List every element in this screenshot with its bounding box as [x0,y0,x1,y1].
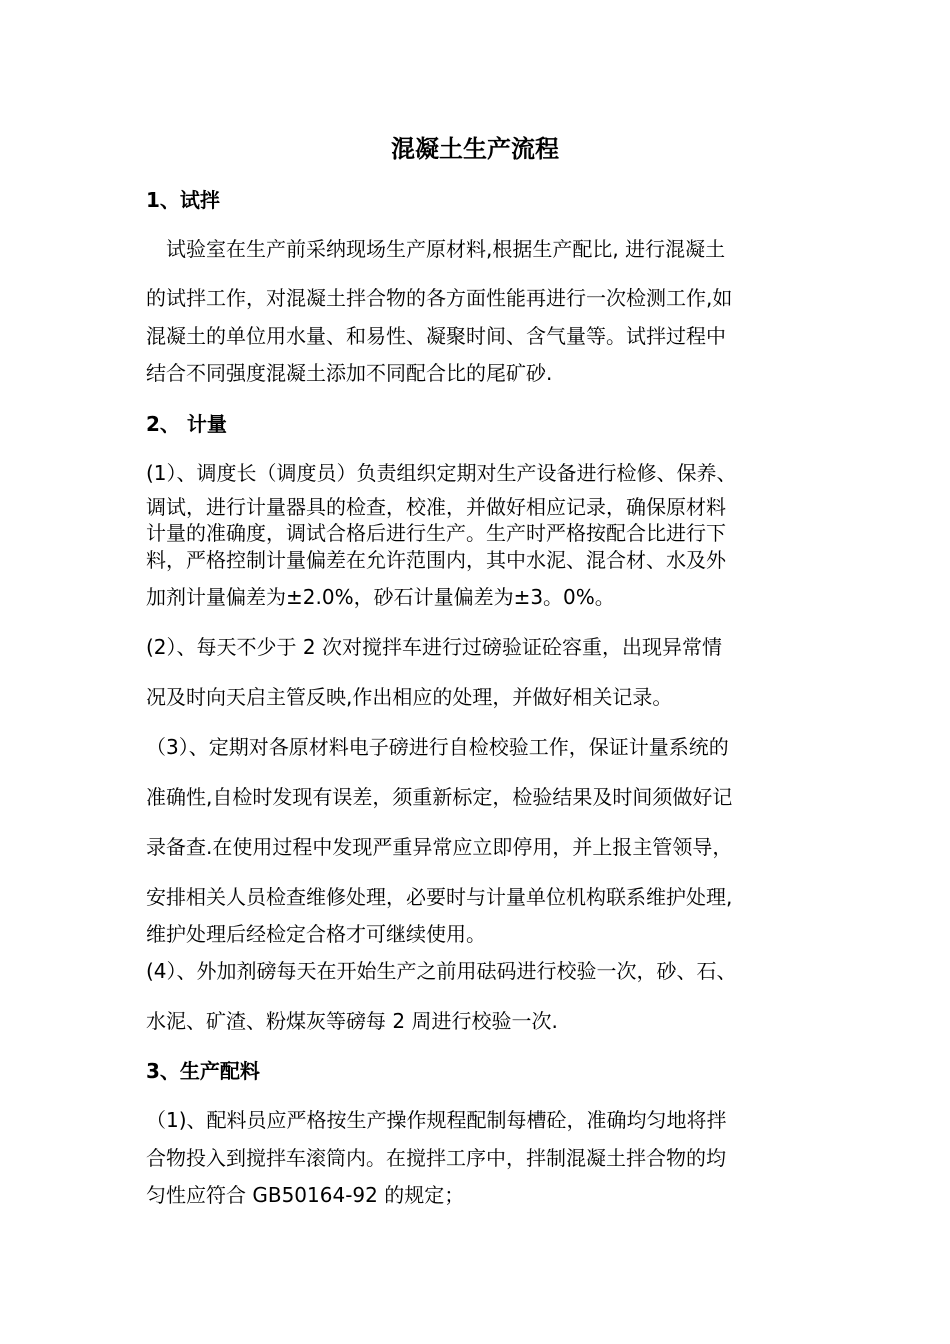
paragraph-line: 匀性应符合 GB50164-92 的规定； [146,1183,465,1207]
paragraph-line: 录备查.在使用过程中发现严重异常应立即停用，并上报主管领导， [146,835,733,859]
paragraph-line: 加剂计量偏差为±2.0%，砂石计量偏差为±3。0%。 [146,585,615,609]
paragraph-line: 料，严格控制计量偏差在允许范围内，其中水泥、混合材、水及外 [146,548,726,572]
paragraph-line: 合物投入到搅拌车滚筒内。在搅拌工序中，拌制混凝土拌合物的均 [146,1146,726,1170]
paragraph-line: 的试拌工作，对混凝土拌合物的各方面性能再进行一次检测工作,如 [146,286,733,310]
paragraph-line: 混凝土的单位用水量、和易性、凝聚时间、含气量等。试拌过程中 [146,324,726,348]
paragraph-line: 试验室在生产前采纳现场生产原材料,根据生产配比, 进行混凝土 [166,237,726,261]
paragraph-line: 况及时向天启主管反映,作出相应的处理，并做好相关记录。 [146,685,673,709]
paragraph-line: 水泥、矿渣、粉煤灰等磅每 2 周进行校验一次. [146,1009,558,1033]
paragraph-line: 安排相关人员检查维修处理，必要时与计量单位机构联系维护处理, [146,885,733,909]
paragraph-line: （3）、定期对各原材料电子磅进行自检校验工作，保证计量系统的 [146,735,729,759]
document-title: 混凝土生产流程 [391,134,559,163]
section-heading-metering: 2、 计量 [146,412,227,436]
paragraph-line: 结合不同强度混凝土添加不同配合比的尾矿砂. [146,361,553,385]
paragraph-line: （1)、配料员应严格按生产操作规程配制每槽砼，准确均匀地将拌 [146,1108,727,1132]
paragraph-line: 调试，进行计量器具的检查，校准，并做好相应记录，确保原材料 [146,495,726,519]
paragraph-line: (2）、每天不少于 2 次对搅拌车进行过磅验证砼容重，出现异常情 [146,635,722,659]
paragraph-line: 维护处理后经检定合格才可继续使用。 [146,922,486,946]
paragraph-line: 准确性,自检时发现有误差，须重新标定，检验结果及时间须做好记 [146,785,733,809]
paragraph-line: 计量的准确度，调试合格后进行生产。生产时严格按配合比进行下 [146,521,726,545]
paragraph-line: (4）、外加剂磅每天在开始生产之前用砝码进行校验一次，砂、石、 [146,959,737,983]
section-heading-production-batching: 3、生产配料 [146,1059,260,1083]
paragraph-line: (1）、调度长（调度员）负责组织定期对生产设备进行检修、保养、 [146,461,737,485]
section-heading-trial-mix: 1、试拌 [146,188,220,212]
